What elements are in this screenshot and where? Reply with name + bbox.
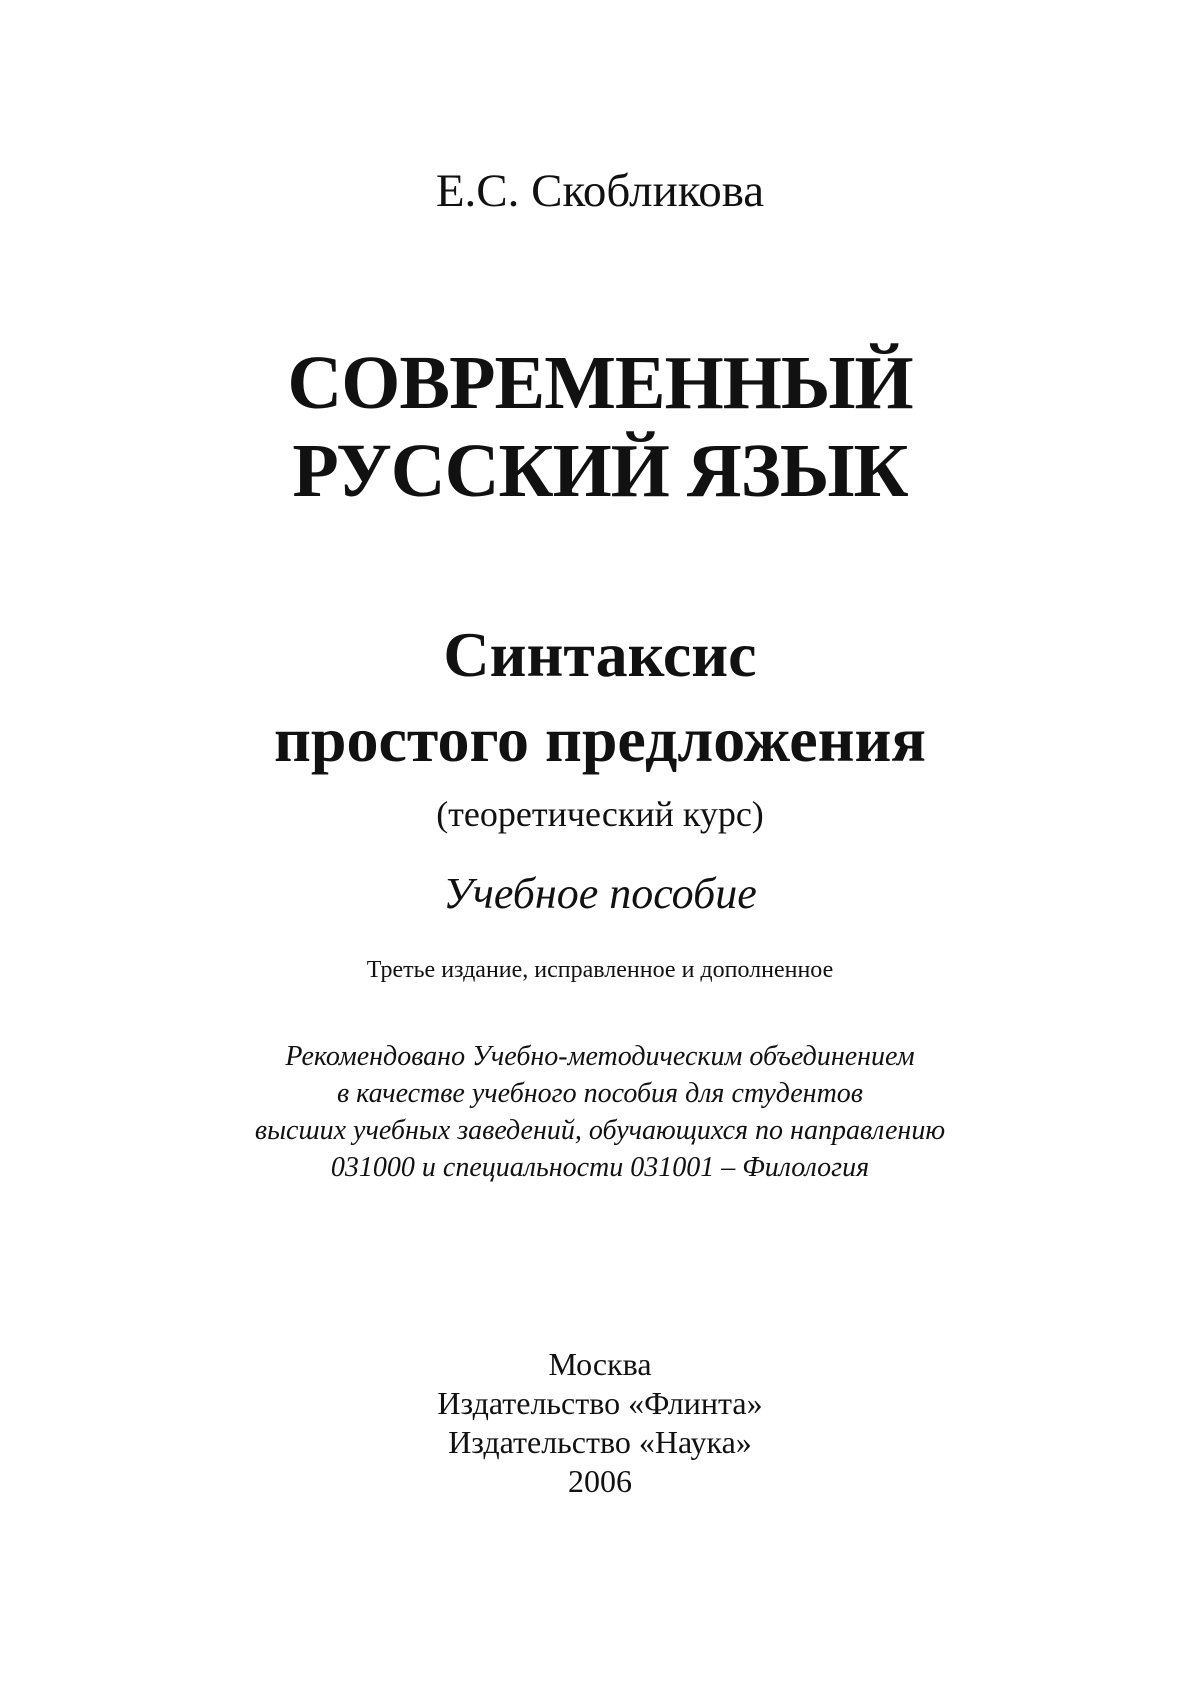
recommendation-block (0, 1038, 1200, 1186)
imprint-publisher-flinta: Издательство «Флинта» (437, 1385, 763, 1421)
imprint-city: Москва (548, 1346, 652, 1382)
book-title-line-2: РУССКИЙ ЯЗЫК (292, 429, 908, 513)
book-subtitle-line-2: простого предложения (274, 704, 926, 775)
recommendation-line-1: Рекомендовано Учебно-методическим объединением (285, 1041, 915, 1072)
imprint-block (0, 1345, 1200, 1501)
imprint-publisher-nauka: Издательство «Наука» (448, 1424, 752, 1460)
author-name: Е.С. Скобликова (435, 165, 765, 217)
imprint-year: 2006 (568, 1463, 632, 1499)
book-title-line-1: СОВРЕМЕННЫЙ (287, 341, 913, 425)
recommendation-line-2: в качестве учебного пособия для студентов (337, 1078, 863, 1109)
edition-note: Третье издание, исправленное и дополненное (366, 957, 834, 983)
course-note: (теоретический курс) (436, 794, 764, 834)
recommendation-line-3: высших учебных заведений, обучающихся по направлению (254, 1115, 946, 1146)
book-subtitle-line-1: Синтаксис (443, 619, 757, 690)
book-type: Учебное пособие (443, 869, 757, 918)
recommendation-line-4: 031000 и специальности 031001 – Филология (330, 1152, 870, 1183)
